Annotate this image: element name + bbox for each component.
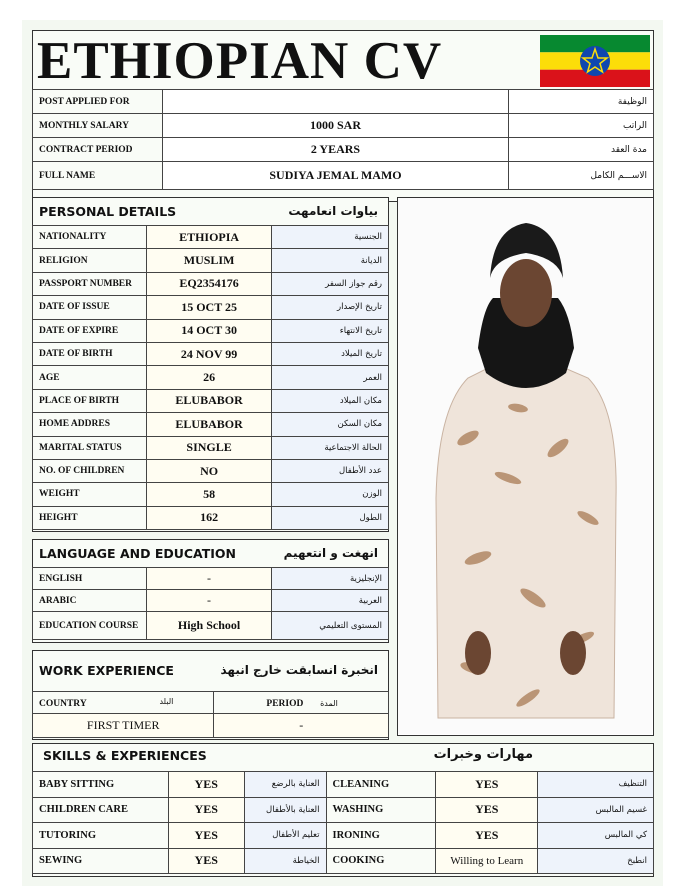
personal-label: DATE OF EXPIRE [33,319,147,342]
personal-value: MUSLIM [146,249,272,272]
language-arabic: المستوى التعليمي [272,612,389,640]
top-info-value: 2 YEARS [163,138,509,162]
personal-label: PLACE OF BIRTH [33,389,147,412]
personal-arabic: الحالة الاجتماعية [272,436,389,459]
period-label: PERIOD [266,698,304,709]
top-info-value: 1000 SAR [163,114,509,138]
personal-value: EQ2354176 [146,272,272,295]
skill-left-arabic: العناية بالرضع [244,772,326,798]
top-info-arabic: مدة العقد [509,138,654,162]
personal-row [33,413,389,436]
language-education-title: LANGUAGE AND EDUCATION [39,546,237,561]
personal-row [33,459,389,482]
personal-details-title: PERSONAL DETAILS [39,204,177,219]
personal-value: SINGLE [146,436,272,459]
country-label-ar: البلد [159,696,174,706]
personal-arabic: الديانة [272,249,389,272]
top-info-label: POST APPLIED FOR [33,90,163,114]
skill-right-arabic: غسيم المالبس [538,797,654,823]
work-experience-title-ar: انخبرة انسابقت خارج انبهذ [220,663,378,677]
personal-label: MARITAL STATUS [33,436,147,459]
language-education-table [32,567,389,640]
skill-right-value: YES [436,772,538,798]
personal-label: NO. OF CHILDREN [33,459,147,482]
personal-label: RELIGION [33,249,147,272]
skill-right-value: Willing to Learn [436,848,538,874]
personal-arabic: تاريخ الميلاد [272,342,389,365]
top-info-row [33,90,654,114]
skill-left-arabic: تعليم الأطفال [244,823,326,849]
personal-row [33,389,389,412]
skill-right-label: CLEANING [326,772,436,798]
personal-arabic: تاريخ الإصدار [272,296,389,319]
skill-left-arabic: العناية بالأطفال [244,797,326,823]
top-info-label: CONTRACT PERIOD [33,138,163,162]
period-label-ar: المدة [320,698,338,708]
language-arabic: العربية [272,590,389,612]
personal-label: PASSPORT NUMBER [33,272,147,295]
language-label: ARABIC [33,590,147,612]
skill-left-label: TUTORING [33,823,169,849]
cv-page [22,20,663,886]
personal-value: 162 [146,506,272,529]
personal-row [33,506,389,529]
skills-row [33,848,654,874]
skill-right-arabic: كي المالبس [538,823,654,849]
language-row [33,612,389,640]
personal-value: ELUBABOR [146,389,272,412]
cv-title: ETHIOPIAN CV [37,32,443,90]
skill-right-value: YES [436,797,538,823]
language-value: - [146,590,272,612]
personal-value: 58 [146,483,272,506]
personal-arabic: مكان الميلاد [272,389,389,412]
personal-value: ELUBABOR [146,413,272,436]
country-header [33,692,214,714]
country-value: FIRST TIMER [33,714,214,738]
period-value: - [214,714,389,738]
personal-label: AGE [33,366,147,389]
skill-left-arabic: الخياطة [244,848,326,874]
top-info-row [33,162,654,190]
top-info-row [33,138,654,162]
personal-row [33,272,389,295]
personal-arabic: العمر [272,366,389,389]
skill-right-arabic: التنظيف [538,772,654,798]
personal-row [33,342,389,365]
work-experience-table [32,691,389,738]
top-info-label: FULL NAME [33,162,163,190]
photo-frame [397,197,654,736]
country-label: COUNTRY [39,698,87,709]
personal-value: ETHIOPIA [146,226,272,249]
language-arabic: الإنجليزية [272,568,389,590]
personal-row [33,436,389,459]
personal-arabic: الطول [272,506,389,529]
skill-right-value: YES [436,823,538,849]
language-value: High School [146,612,272,640]
personal-row [33,483,389,506]
personal-arabic: عدد الأطفال [272,459,389,482]
personal-value: 26 [146,366,272,389]
personal-row [33,249,389,272]
personal-value: 15 OCT 25 [146,296,272,319]
candidate-photo [398,198,652,734]
skills-row [33,823,654,849]
personal-row [33,226,389,249]
personal-label: DATE OF BIRTH [33,342,147,365]
personal-row [33,296,389,319]
top-info-table [32,89,654,190]
personal-arabic: تاريخ الانتهاء [272,319,389,342]
personal-row [33,366,389,389]
header-box [32,30,654,202]
skill-left-label: BABY SITTING [33,772,169,798]
skill-right-arabic: انطبخ [538,848,654,874]
personal-details-table [32,225,389,530]
personal-row [33,319,389,342]
language-education-title-ar: انهغت و انتعهيم [283,546,378,560]
skill-left-label: CHILDREN CARE [33,797,169,823]
personal-details-title-ar: بياوات انعامهت [288,204,378,218]
skill-left-value: YES [168,823,244,849]
skill-left-value: YES [168,772,244,798]
language-value: - [146,568,272,590]
top-info-arabic: الوظيفة [509,90,654,114]
personal-label: HEIGHT [33,506,147,529]
top-info-arabic: الراتب [509,114,654,138]
period-header [214,692,389,714]
skill-left-value: YES [168,797,244,823]
top-info-value: SUDIYA JEMAL MAMO [163,162,509,190]
skills-title: SKILLS & EXPERIENCES [43,748,207,763]
personal-details-section [32,197,389,532]
skills-section [32,743,654,877]
skill-left-label: SEWING [33,848,169,874]
personal-arabic: الوزن [272,483,389,506]
personal-value: NO [146,459,272,482]
top-info-value [163,90,509,114]
skill-right-label: COOKING [326,848,436,874]
top-info-row [33,114,654,138]
skills-title-ar: مهارات وخبرات [433,747,533,762]
personal-label: NATIONALITY [33,226,147,249]
language-row [33,590,389,612]
skill-right-label: IRONING [326,823,436,849]
personal-arabic: رقم جواز السفر [272,272,389,295]
language-label: ENGLISH [33,568,147,590]
personal-label: DATE OF ISSUE [33,296,147,319]
personal-arabic: مكان السكن [272,413,389,436]
top-info-arabic: الاســـم الكامل [509,162,654,190]
personal-arabic: الجنسية [272,226,389,249]
language-label: EDUCATION COURSE [33,612,147,640]
skills-row [33,797,654,823]
work-experience-title: WORK EXPERIENCE [39,663,174,678]
skill-right-label: WASHING [326,797,436,823]
skills-table [32,771,654,874]
personal-value: 24 NOV 99 [146,342,272,365]
personal-label: WEIGHT [33,483,147,506]
skill-left-value: YES [168,848,244,874]
personal-value: 14 OCT 30 [146,319,272,342]
language-education-section [32,539,389,643]
language-row [33,568,389,590]
personal-label: HOME ADDRES [33,413,147,436]
skills-row [33,772,654,798]
top-info-label: MONTHLY SALARY [33,114,163,138]
work-experience-section [32,650,389,740]
ethiopia-flag-icon [540,35,650,87]
